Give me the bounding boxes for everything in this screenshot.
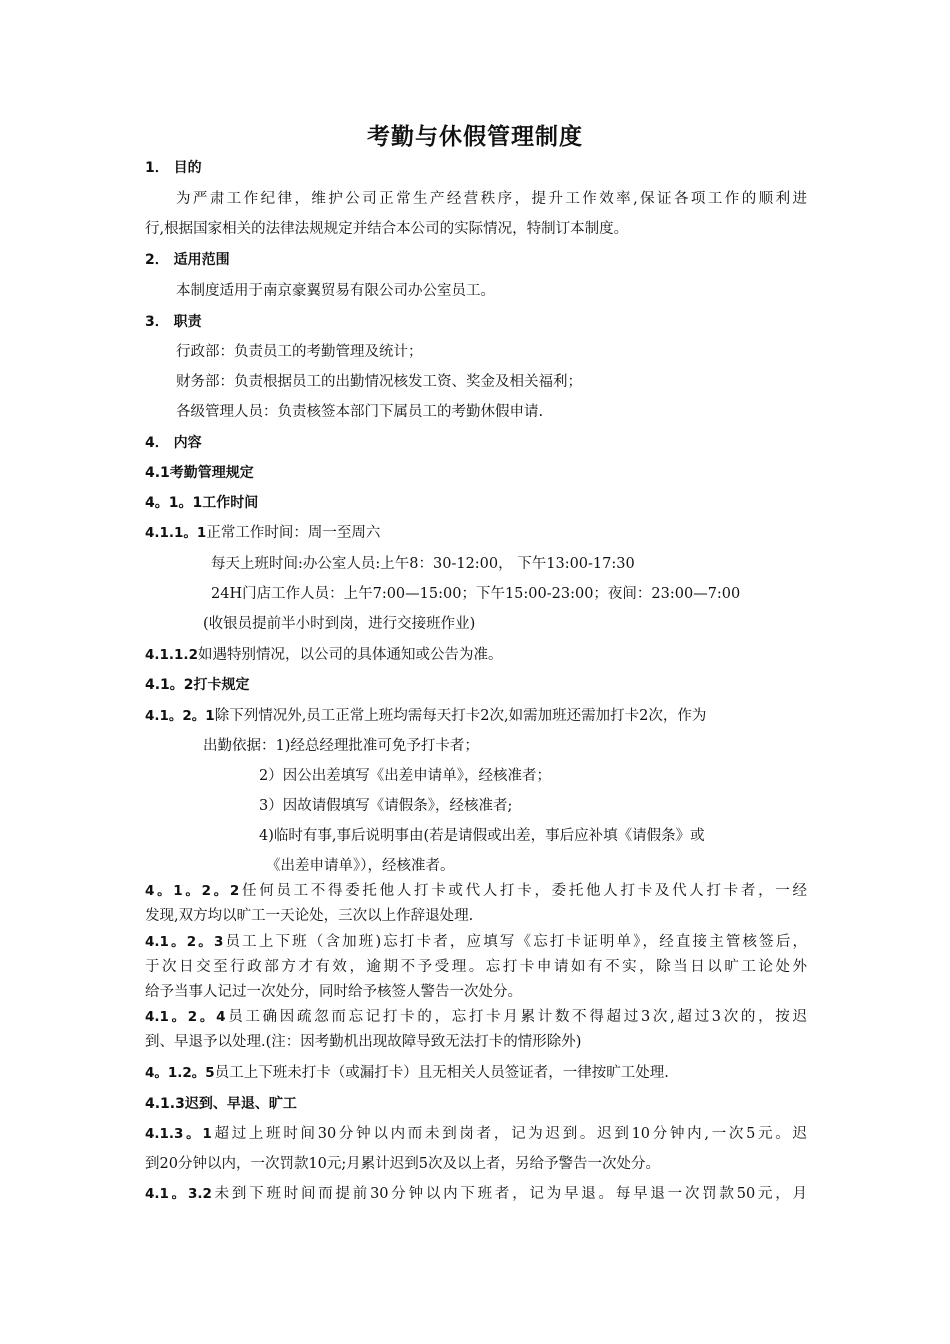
clause: 4。1。2。2任何员工不得委托他人打卡或代人打卡，委托他人打卡及代人打卡者，一经: [145, 883, 807, 899]
clause: 4.1。2。1除下列情况外,员工正常上班均需每天打卡2次,如需加班还需加打卡2次，作为: [145, 708, 707, 724]
clause: 4.1.1。1正常工作时间：周一至周六: [145, 525, 381, 541]
clause-line: 到20分钟以内，一次罚款10元;月累计迟到5次及以上者，另给予警告一次处分。: [145, 1156, 661, 1172]
section-heading-content: 4． 内容: [145, 435, 202, 451]
section-heading-purpose: 1． 目的: [145, 160, 202, 176]
list-item: 财务部：负责根据员工的出勤情况核发工资、奖金及相关福利；: [176, 374, 582, 390]
clause-line: 发现,双方均以旷工一天论处，三次以上作辞退处理.: [145, 908, 474, 924]
clause-line: 于次日交至行政部方才有效，逾期不予受理。忘打卡申请如有不实，除当日以旷工论处外: [145, 959, 807, 975]
clause-line: 给予当事人记过一次处分，同时给予核签人警告一次处分。: [145, 984, 522, 1000]
paragraph: 本制度适用于南京豪翼贸易有限公司办公室员工。: [176, 283, 495, 299]
clause-line: 到、早退予以处理.(注：因考勤机出现故障导致无法打卡的情形除外): [145, 1034, 582, 1050]
clause-line: 4)临时有事,事后说明事由(若是请假或出差，事后应补填《请假条》或: [259, 828, 705, 844]
clause: 4。1.2。5员工上下班未打卡（或漏打卡）且无相关人员签证者，一律按旷工处理.: [145, 1065, 669, 1081]
clause: 4.1。3.2未到下班时间而提前30分钟以内下班者，记为早退。每早退一次罚款50元，月: [145, 1186, 807, 1202]
clause-line: 2）因公出差填写《出差申请单》，经核准者；: [259, 768, 551, 784]
clause: 4.1.1.2如遇特别情况，以公司的具体通知或公告为准。: [145, 647, 503, 663]
section-heading-scope: 2． 适用范围: [145, 252, 230, 268]
list-item: 各级管理人员：负责核签本部门下属员工的考勤休假申请.: [176, 404, 544, 420]
clause-line: 《出差申请单》），经核准者。: [266, 858, 455, 874]
document-title: 考勤与休假管理制度: [367, 124, 583, 150]
subsection-heading: 4.1考勤管理规定: [145, 465, 254, 481]
list-item: 行政部：负责员工的考勤管理及统计；: [176, 344, 423, 360]
clause-line: 每天上班时间:办公室人员:上午8：30-12:00， 下午13:00-17:30: [211, 556, 635, 572]
clause-line: 出勤依据：1)经总经理批准可免予打卡者；: [203, 738, 479, 754]
paragraph: 行,根据国家相关的法律法规规定并结合本公司的实际情况，特制订本制度。: [145, 221, 629, 237]
clause: 4.1。2。4员工确因疏忽而忘记打卡的，忘打卡月累计数不得超过3次,超过3次的，按迟: [145, 1009, 807, 1025]
clause-line: 3）因故请假填写《请假条》，经核准者;: [259, 798, 513, 814]
clause-line: (收银员提前半小时到岗，进行交接班作业): [203, 616, 476, 632]
clause: 4.1。2。3员工上下班（含加班)忘打卡者，应填写《忘打卡证明单》，经直接主管核签后，: [145, 934, 807, 950]
clause-line: 24H门店工作人员：上午7:00—15:00；下午15:00-23:00；夜间：23:00—7:00: [211, 586, 741, 602]
clause: 4.1.3。1超过上班时间30分钟以内而未到岗者，记为迟到。迟到10分钟内,一次5元。迟: [145, 1126, 807, 1142]
subsection-heading: 4.1.3迟到、早退、旷工: [145, 1096, 297, 1112]
paragraph: 为严肃工作纪律，维护公司正常生产经营秩序，提升工作效率,保证各项工作的顺利进: [176, 191, 807, 207]
section-heading-duties: 3． 职责: [145, 314, 202, 330]
subsection-heading: 4.1。2打卡规定: [145, 677, 250, 693]
subsection-heading: 4。1。1工作时间: [145, 495, 259, 511]
